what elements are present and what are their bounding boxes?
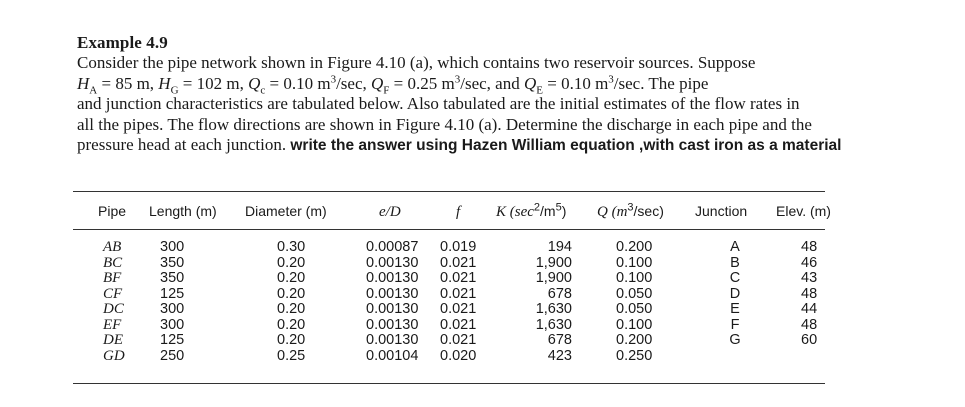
lengths-cell: 300	[160, 316, 185, 333]
q-cell: 0.100	[616, 254, 653, 271]
elevations-cell: 60	[801, 332, 818, 348]
diameters-cell: 0.25	[277, 347, 306, 364]
pipes-cell: DE	[103, 332, 123, 348]
qe-unit-exponent: 3	[608, 72, 614, 85]
ed-cell: 0.00087	[366, 239, 419, 255]
table-header-rule	[73, 229, 825, 230]
q-cell: 0.100	[616, 316, 653, 333]
qc-subscript: c	[260, 83, 266, 96]
qe-value: = 0.10 m	[542, 73, 609, 93]
k-cell: 678	[547, 332, 572, 348]
diameters-cell: 0.20	[277, 316, 306, 333]
lengths-cell: 125	[160, 332, 185, 348]
f-column	[440, 240, 476, 364]
ed-cell: 0.00130	[366, 316, 419, 333]
header-k-sup: 2	[533, 201, 541, 214]
lengths-cell: 300	[160, 239, 185, 255]
problem-line-5-text: pressure head at each junction.	[77, 135, 291, 155]
header-elevation: Elev. (m)	[776, 203, 831, 219]
header-q-text: Q (m	[597, 204, 628, 220]
junctions-cell: C	[729, 270, 741, 286]
ed-cell: 0.00130	[366, 254, 419, 271]
q-column	[616, 240, 652, 364]
diameter-column	[277, 240, 305, 364]
elevations-cell: 48	[801, 316, 818, 333]
ed-column	[366, 240, 418, 364]
qc-unit-exponent: 3	[330, 72, 337, 85]
k-cell: 194	[547, 239, 572, 255]
qe-symbol: Q	[523, 73, 537, 93]
problem-instruction: write the answer using Hazen William equation ,with cast iron as a material	[290, 137, 842, 155]
pipes-cell: DC	[103, 301, 124, 317]
ha-symbol: H	[77, 73, 90, 93]
header-k-mid: /m	[540, 203, 556, 219]
table-bottom-rule	[73, 383, 825, 384]
problem-line-1: Consider the pipe network shown in Figure 4.10 (a), which contains two reservoir sources. Suppose	[77, 53, 756, 72]
junctions-cell: D	[729, 285, 741, 302]
diameters-cell: 0.20	[277, 270, 306, 286]
q-cell: 0.200	[616, 332, 653, 348]
elevations-cell: 43	[801, 270, 818, 286]
q-cell: 0.250	[616, 347, 653, 364]
example-title: Example 4.9	[77, 33, 168, 52]
length-column	[160, 240, 184, 364]
hg-subscript: G	[170, 83, 179, 96]
f-cell: 0.021	[440, 285, 477, 302]
junctions-cell: B	[730, 254, 740, 271]
header-ed	[379, 203, 401, 221]
lengths-cell: 350	[160, 254, 185, 271]
qc-symbol: Q	[248, 73, 261, 93]
qc-value: = 0.10 m	[265, 73, 331, 93]
header-pipe: Pipe	[98, 203, 127, 219]
elevations-cell: 48	[801, 239, 818, 255]
header-length: Length (m)	[149, 203, 217, 219]
pipes-cell: EF	[103, 316, 122, 333]
q-cell: 0.050	[616, 301, 653, 317]
k-cell: 1,900	[535, 254, 572, 271]
elevation-column	[801, 240, 817, 349]
ed-cell: 0.00104	[366, 347, 419, 364]
f-cell: 0.021	[440, 254, 477, 271]
header-k	[496, 203, 566, 221]
lengths-cell: 350	[160, 270, 185, 286]
problem-line-4: all the pipes. The flow directions are shown in Figure 4.10 (a). Determine the discharge in each pipe and the	[77, 114, 812, 134]
problem-line-3: and junction characteristics are tabulated below. Also tabulated are the initial estimates of the flow rates in	[77, 94, 800, 114]
header-q	[597, 203, 664, 221]
diameters-cell: 0.20	[277, 332, 306, 348]
qf-subscript: F	[383, 83, 390, 96]
f-cell: 0.021	[440, 316, 477, 333]
pipes-cell: BF	[103, 270, 122, 286]
qc-unit-end: /sec,	[336, 73, 372, 93]
ed-cell: 0.00130	[366, 285, 419, 302]
junction-column	[723, 240, 747, 349]
hg-value: = 102 m,	[178, 73, 249, 93]
pipes-cell: CF	[103, 285, 123, 302]
diameters-cell: 0.20	[277, 285, 306, 302]
header-diameter: Diameter (m)	[245, 203, 327, 219]
q-cell: 0.050	[616, 285, 653, 302]
k-cell: 423	[547, 347, 572, 364]
header-f-text: f	[456, 204, 461, 220]
junctions-cell: G	[729, 332, 741, 348]
qf-unit-exponent: 3	[454, 72, 461, 85]
pipe-column	[103, 240, 125, 364]
header-junction: Junction	[695, 203, 748, 219]
qf-unit-end: /sec, and	[460, 73, 524, 93]
f-cell: 0.021	[440, 270, 477, 286]
diameters-cell: 0.20	[277, 254, 306, 271]
header-q-sup: 3	[627, 201, 634, 214]
header-k-text: K (sec	[496, 204, 534, 220]
q-cell: 0.200	[616, 239, 653, 255]
junctions-cell: A	[730, 239, 740, 255]
ha-value: = 85 m,	[97, 73, 159, 93]
problem-statement	[77, 53, 937, 157]
ed-cell: 0.00130	[366, 301, 419, 317]
ha-subscript: A	[89, 83, 98, 96]
lengths-cell: 250	[160, 347, 185, 364]
qe-unit-end: /sec. The pipe	[613, 73, 709, 93]
f-cell: 0.019	[440, 239, 477, 255]
elevations-cell: 44	[801, 301, 818, 317]
k-cell: 1,630	[535, 301, 572, 317]
problem-line-5	[77, 135, 937, 157]
pipes-cell: AB	[103, 239, 122, 255]
k-cell: 678	[547, 285, 572, 302]
header-ed-text: e/D	[379, 204, 401, 220]
pipes-cell: BC	[103, 254, 123, 271]
junctions-cell: F	[730, 316, 740, 333]
header-k-end: )	[561, 203, 567, 219]
hg-symbol: H	[158, 73, 171, 93]
qe-subscript: E	[536, 83, 543, 96]
problem-line-2	[77, 74, 937, 95]
header-q-end: /sec)	[633, 203, 664, 219]
qf-value: = 0.25 m	[389, 73, 455, 93]
diameters-cell: 0.20	[277, 301, 306, 317]
junctions-cell: E	[730, 301, 740, 317]
pipes-cell: GD	[103, 347, 125, 364]
elevations-cell: 46	[801, 254, 818, 271]
table-top-rule	[73, 191, 825, 192]
k-cell: 1,900	[535, 270, 572, 286]
header-f	[456, 203, 460, 221]
k-column	[516, 240, 572, 364]
f-cell: 0.020	[440, 347, 477, 364]
lengths-cell: 300	[160, 301, 185, 317]
elevations-cell: 48	[801, 285, 818, 302]
f-cell: 0.021	[440, 301, 477, 317]
qf-symbol: Q	[371, 73, 384, 93]
f-cell: 0.021	[440, 332, 477, 348]
k-cell: 1,630	[535, 316, 572, 333]
diameters-cell: 0.30	[277, 239, 306, 255]
ed-cell: 0.00130	[366, 332, 419, 348]
header-k-sup2: 5	[555, 201, 562, 214]
ed-cell: 0.00130	[366, 270, 419, 286]
q-cell: 0.100	[616, 270, 653, 286]
lengths-cell: 125	[160, 285, 185, 302]
